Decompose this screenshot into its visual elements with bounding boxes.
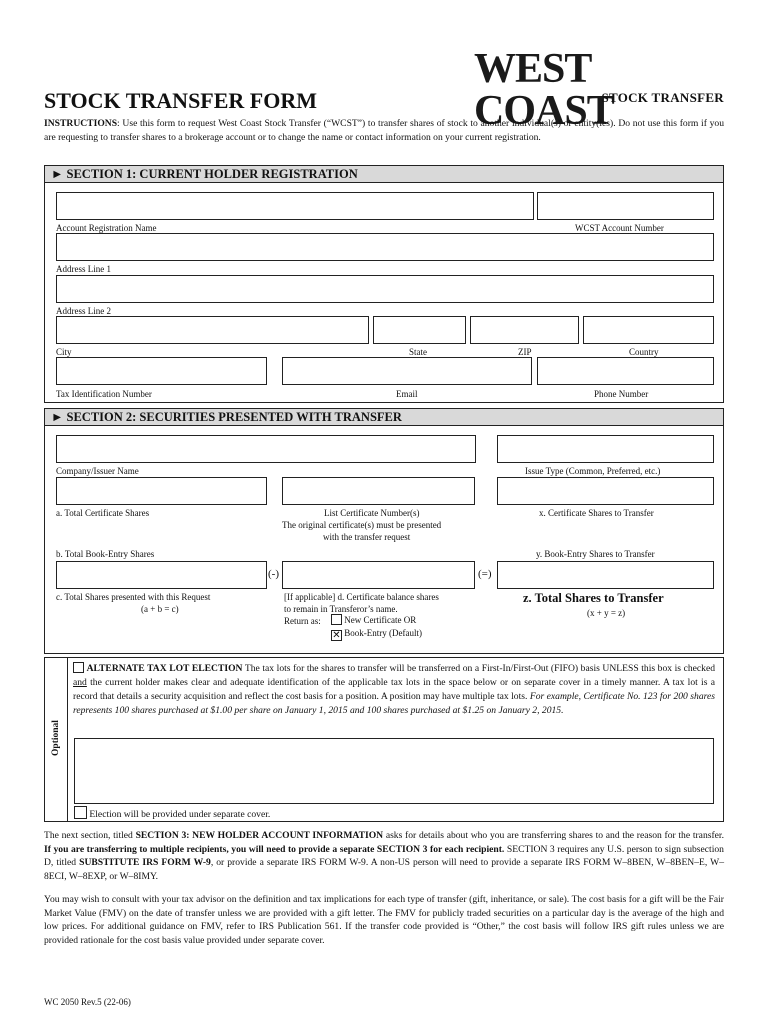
section2-heading: ► SECTION 2: SECURITIES PRESENTED WITH TRANSFER [44, 408, 724, 426]
logo-wordmark: WEST COAST [474, 46, 614, 134]
section1-heading: ► SECTION 1: CURRENT HOLDER REGISTRATION [44, 165, 724, 183]
next-section-text: The next section, titled SECTION 3: NEW HOLDER ACCOUNT INFORMATION asks for details about who you are transferring shares to and the reason for the transfer. If you are transferring to multiple recipients, you will need to provide a separate SECTION 3 for each recipient. SECTION 3 requires any U.S. person to sign subsection D, titled SUBSTITUTE IRS FORM W-9, or provide a separate IRS FORM W-9. A non-US person will need to provide a separate IRS FORM W–8BEN, W–8BEN–E, W–8ECI, W–8EXP, or W–8IMY. [44, 830, 724, 882]
phone-label: Phone Number [594, 389, 649, 399]
cert-note-2: with the transfer request [323, 532, 411, 542]
country-label: Country [629, 347, 659, 357]
zip-field[interactable] [470, 316, 579, 344]
company-label: Company/Issuer Name [56, 466, 139, 476]
tax-lot-text: ALTERNATE TAX LOT ELECTION The tax lots for the shares to transfer will be transferred on a First-In/First-Out (FIFO) basis UNLESS this box is checked and the current holder makes clear and adequate identification of the applicable tax lots in the space below or on separate cover in a timely manner. A tax lot is a record that details a security acquisition and reflect the cost basis for a position. A position may have multiple tax lots. For example, Certificate No. 123 for 200 shares represents 100 shares purchased at $1.00 per share on January 1, 2015 and 100 shares purchased at $1.25 on January 2, 2015. [73, 663, 716, 716]
balance-shares-label: [If applicable] d. Certificate balance shares [284, 592, 439, 602]
total-shares-formula: (a + b = c) [141, 604, 179, 614]
cert-numbers-field[interactable] [282, 477, 475, 505]
city-label: City [56, 347, 72, 357]
account-number-label: WCST Account Number [575, 223, 664, 233]
address1-label: Address Line 1 [56, 264, 111, 274]
email-label: Email [396, 389, 418, 399]
advisor-text: You may wish to consult with your tax advisor on the definition and tax implications for each type of transfer (gift, inheritance, or sale). The cost basis for a gift will be the Fair Market Value (FMV) on the date of transfer unless we are provided with a gift letter. The FMV for publicly traded securities on a particular day is the average of the high and low prices. For additional guidance on FMV, refer to IRS Publication 561. If the transfer code provided is “Other,” the cost basis will follow IRS gift rules unless we are provided rationale for the cost basis value provided under separate cover. [44, 894, 724, 946]
new-certificate-option[interactable]: New Certificate OR [331, 614, 416, 625]
optional-side-label: Optional [51, 720, 61, 756]
issue-type-label: Issue Type (Common, Preferred, etc.) [525, 466, 661, 476]
tin-field[interactable] [56, 357, 267, 385]
total-transfer-formula: (x + y = z) [587, 608, 626, 618]
account-name-label: Account Registration Name [56, 223, 157, 233]
account-name-field[interactable] [56, 192, 534, 220]
total-transfer-label: z. Total Shares to Transfer [523, 591, 664, 605]
new-certificate-checkbox[interactable] [331, 614, 342, 625]
address2-label: Address Line 2 [56, 306, 111, 316]
phone-field[interactable] [537, 357, 714, 385]
separate-cover-checkbox[interactable] [74, 806, 87, 819]
balance-shares-note: to remain in Transferor’s name. [284, 604, 398, 614]
return-as-label: Return as: [284, 616, 321, 626]
state-label: State [409, 347, 427, 357]
separate-cover-option[interactable]: Election will be provided under separate cover. [74, 806, 270, 820]
total-cert-shares-field[interactable] [56, 477, 267, 505]
minus-sign: (-) [268, 568, 279, 580]
instructions: INSTRUCTIONS: Use this form to request West Coast Stock Transfer (“WCST”) to transfer shares of stock to another individual(s) or entity(ies). Do not use this form if you are requesting to transfer shares to a brokerage account or to change the name or contact information on your current registration. [44, 118, 724, 143]
company-field[interactable] [56, 435, 476, 463]
cert-shares-transfer-field[interactable] [497, 477, 714, 505]
state-field[interactable] [373, 316, 466, 344]
book-entry-transfer-label: y. Book-Entry Shares to Transfer [536, 549, 655, 559]
logo-subtitle: STOCK TRANSFER [601, 90, 724, 105]
email-field[interactable] [282, 357, 532, 385]
balance-shares-field[interactable] [282, 561, 475, 589]
cert-numbers-label: List Certificate Number(s) [324, 508, 420, 518]
account-number-field[interactable] [537, 192, 714, 220]
cert-shares-transfer-label: x. Certificate Shares to Transfer [539, 508, 654, 518]
total-transfer-field[interactable] [497, 561, 714, 589]
country-field[interactable] [583, 316, 714, 344]
tin-label: Tax Identification Number [56, 389, 152, 399]
tax-lot-details-field[interactable] [74, 738, 714, 804]
total-cert-shares-label: a. Total Certificate Shares [56, 508, 150, 518]
page-title: STOCK TRANSFER FORM [44, 88, 318, 113]
form-revision: WC 2050 Rev.5 (22-06) [44, 997, 131, 1007]
city-field[interactable] [56, 316, 369, 344]
issue-type-field[interactable] [497, 435, 714, 463]
equals-sign: (=) [478, 568, 492, 580]
address2-field[interactable] [56, 275, 714, 303]
book-entry-checkbox[interactable]: ✕ [332, 630, 341, 641]
zip-label: ZIP [518, 347, 532, 357]
cert-note-1: The original certificate(s) must be presented [282, 520, 442, 530]
total-shares-field[interactable] [56, 561, 267, 589]
tax-lot-election-checkbox[interactable] [73, 662, 84, 673]
logo [474, 46, 726, 134]
total-book-entry-label: b. Total Book-Entry Shares [56, 549, 155, 559]
address1-field[interactable] [56, 233, 714, 261]
total-shares-label: c. Total Shares presented with this Request [56, 592, 211, 602]
book-entry-option[interactable]: ✕ Book-Entry (Default) [332, 628, 422, 641]
